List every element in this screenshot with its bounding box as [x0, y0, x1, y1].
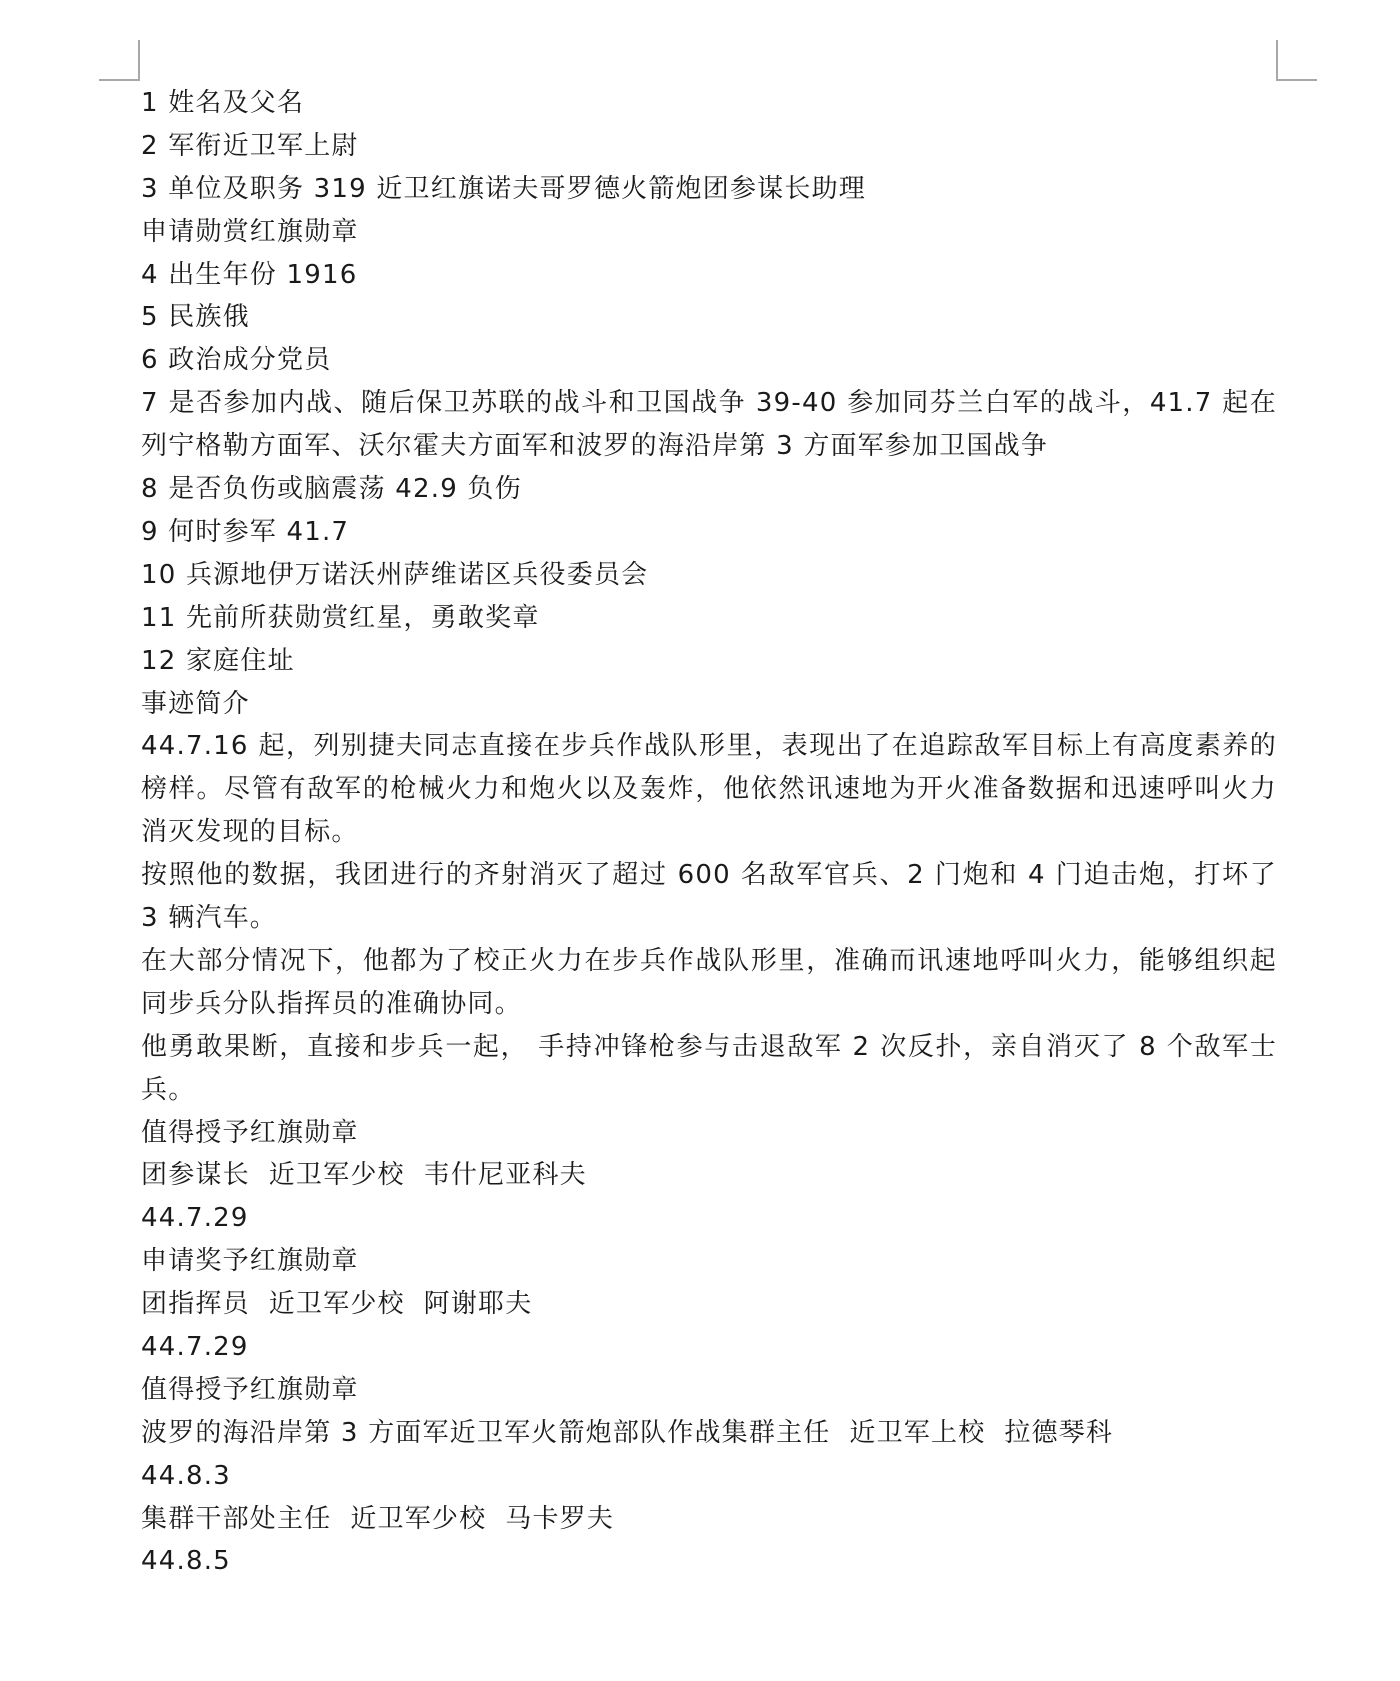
form-field-3: 3 单位及职务 319 近卫红旗诺夫哥罗德火箭炮团参谋长助理 — [141, 173, 866, 204]
summary-paragraph-4: 他勇敢果断，直接和步兵一起， 手持冲锋枪参与击退敌军 2 次反扑，亲自消灭了 8 个敌军士兵。 — [141, 1031, 1277, 1105]
endorsement-1-date: 44.7.29 — [141, 1203, 249, 1234]
form-field-6: 6 政治成分党员 — [141, 345, 332, 376]
form-field-9: 9 何时参军 41.7 — [141, 516, 350, 547]
form-field-5: 5 民族俄 — [141, 302, 250, 333]
page-corner-mark-top-right — [1276, 40, 1317, 81]
award-request-line: 申请勋赏红旗勋章 — [141, 216, 359, 247]
form-field-1: 1 姓名及父名 — [141, 88, 305, 118]
endorsement-4-date: 44.8.5 — [141, 1546, 231, 1577]
form-field-4: 4 出生年份 1916 — [141, 259, 358, 290]
page-corner-mark-top-left — [99, 40, 140, 81]
endorsement-3-signer: 波罗的海沿岸第 3 方面军近卫军火箭炮部队作战集群主任 近卫军上校 拉德琴科 — [141, 1417, 1114, 1448]
form-field-8: 8 是否负伤或脑震荡 42.9 负伤 — [141, 474, 522, 505]
form-field-7: 7 是否参加内战、随后保卫苏联的战斗和卫国战争 39-40 参加同芬兰白军的战斗，41.7 起在列宁格勒方面军、沃尔霍夫方面军和波罗的海沿岸第 3 方面军参加卫国战争 — [141, 388, 1277, 462]
form-field-2: 2 军衔近卫军上尉 — [141, 130, 359, 161]
endorsement-3-verdict: 值得授予红旗勋章 — [141, 1374, 359, 1405]
endorsement-2-date: 44.7.29 — [141, 1332, 249, 1362]
summary-heading: 事迹简介 — [141, 688, 250, 719]
summary-paragraph-2: 按照他的数据，我团进行的齐射消灭了超过 600 名敌军官兵、2 门炮和 4 门迫击炮，打坏了 3 辆汽车。 — [141, 860, 1277, 934]
form-field-11: 11 先前所获勋赏红星，勇敢奖章 — [141, 602, 540, 633]
endorsement-3-date: 44.8.3 — [141, 1460, 231, 1491]
summary-paragraph-1: 44.7.16 起，列别捷夫同志直接在步兵作战队形里，表现出了在追踪敌军目标上有高度素养的榜样。尽管有敌军的枪械火力和炮火以及轰炸，他依然讯速地为开火准备数据和迅速呼叫火力消灭发现的目标。 — [141, 731, 1277, 848]
form-field-10: 10 兵源地伊万诺沃州萨维诺区兵役委员会 — [141, 559, 649, 590]
summary-paragraph-3: 在大部分情况下，他都为了校正火力在步兵作战队形里，准确而讯速地呼叫火力，能够组织起同步兵分队指挥员的准确协同。 — [141, 945, 1277, 1019]
document-body — [141, 82, 1277, 1583]
endorsement-2-signer: 团指挥员 近卫军少校 阿谢耶夫 — [141, 1289, 533, 1320]
endorsement-2-verdict: 申请奖予红旗勋章 — [141, 1246, 359, 1277]
form-field-12: 12 家庭住址 — [141, 645, 295, 676]
endorsement-1-verdict: 值得授予红旗勋章 — [141, 1117, 359, 1148]
endorsement-4-signer: 集群干部处主任 近卫军少校 马卡罗夫 — [141, 1503, 615, 1534]
endorsement-1-signer: 团参谋长 近卫军少校 韦什尼亚科夫 — [141, 1160, 587, 1191]
